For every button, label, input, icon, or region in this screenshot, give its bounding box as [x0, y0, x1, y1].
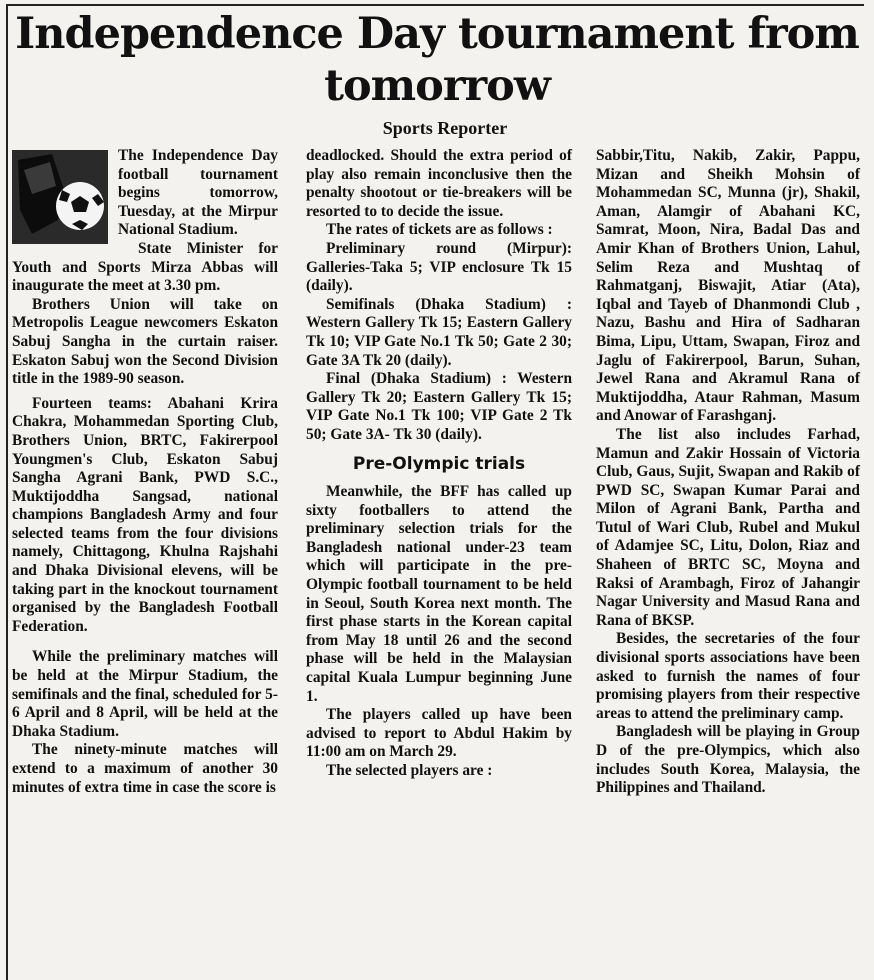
headline: Independence Day tournament from tomorrow [15, 9, 859, 111]
paragraph: Fourteen teams: Abahani Krira Chakra, Mohammedan Sporting Club, Brothers Union, BRTC, Fakirerpool Youngmen's Club, Eskaton Sabuj Sangha Agrani Bank, PWD S.C., Muktijoddha Sangsad, national champions Bangladesh Army and four selected teams from the four divisions namely, Chittagong, Khulna Rajshahi and Dhaka Divisional elevens, will be taking part in the knockout tournament organised by the Bangladesh Football Federation. [12, 394, 278, 635]
paragraph: The players called up have been advised to report to Abdul Hakim by 11:00 am on March 29. [306, 706, 572, 761]
paragraph: The selected players are : [326, 762, 493, 779]
subheading: Pre-Olympic trials [352, 453, 526, 474]
left-rule [6, 4, 8, 980]
players-list: Sabbir,Titu, Nakib, Zakir, Pappu, Mizan and Sheikh Mohsin of Mohammedan SC, Munna (jr), Shakil, Aman, Alamgir of Abahani KC, Samrat, Moon, Nira, Badal Das and Amir Khan of Brothers Union, Lahul, Selim Reza and Mushtaq of Rahmatganj, Biswajit, Atiar (Ata), Iqbal and Tayeb of Dhanmondi Club , Nazu, Bashu and Hira of Sadharan Bima, Lipu, Uttam, Swapan, Firoz and Jaglu of Fakirerpool, Barun, Suhan, Jewel Rana and Akramul Rana of Muktijoddha, Ataur Rahman, Masum and Anowar of Farashganj. [596, 147, 860, 425]
paragraph: While the preliminary matches will be held at the Mirpur Stadium, the semifinals and the final, scheduled for 5-6 April and 8 April, will be held at the Dhaka Stadium. [12, 648, 278, 740]
paragraph: The Independence Day football tournament begins tomorrow, Tuesday, at the Mirpur National Stadium. [118, 147, 278, 239]
column-1 [12, 147, 278, 797]
football-boot-and-ball-photo [12, 150, 108, 244]
paragraph: deadlocked. Should the extra period of play also remain inconclusive then the penalty shootout or tie-breakers will be resorted to to decide the issue. [306, 147, 572, 220]
paragraph: Bangladesh will be playing in Group D of the pre-Olympics, which also includes South Korea, Malaysia, the Philippines and Thailand. [596, 723, 860, 797]
paragraph: The list also includes Farhad, Mamun and Zakir Hossain of Victoria Club, Gaus, Sujit, Swapan and Rakib of PWD SC, Swapan Kumar Parai and Milon of Agrani Bank, Partha and Tutul of Wari Club, Rubel and Mukul of Adamjee SC, Litu, Dolon, Riaz and Shaheen of BRTC SC, Moyna and Raksi of Arambagh, Firoz of Jahangir Nagar University and Masud Rana and Rana of BKSP. [596, 425, 860, 629]
paragraph: The ninety-minute matches will extend to a maximum of another 30 minutes of extra time in case the score is [12, 741, 278, 796]
paragraph: Besides, the secretaries of the four divisional sports associations have been asked to furnish the names of four promising players from their respective areas to attend the preliminary camp. [596, 630, 860, 722]
column-3 [596, 147, 860, 798]
column-2 [306, 147, 572, 781]
ticket-rates-final: Final (Dhaka Stadium) : Western Gallery Tk 20; Eastern Gallery Tk 15; VIP Gate No.1 Tk 100; VIP Gate 2 Tk 50; Gate 3A- Tk 30 (daily). [306, 370, 572, 443]
football-icon [12, 150, 108, 244]
ticket-rates-preliminary: Preliminary round (Mirpur): Galleries-Taka 5; VIP enclosure Tk 15 (daily). [306, 239, 572, 295]
ticket-rates-semifinals: Semifinals (Dhaka Stadium) : Western Gallery Tk 15; Eastern Gallery Tk 10; VIP Gate No.1 Tk 50; Gate 2 30; Gate 3A Tk 20 (daily). [306, 295, 572, 369]
paragraph: Meanwhile, the BFF has called up sixty footballers to attend the preliminary selection trials for the Bangladesh national under-23 team which will participate in the pre-Olympic football tournament to be held in Seoul, South Korea next month. The first phase starts in the Korean capital from May 18 until 26 and the second phase will be held in the Malaysian capital Kuala Lumpur beginning June 1. [306, 483, 572, 705]
top-rule [6, 4, 864, 6]
paragraph: Brothers Union will take on Metropolis League newcomers Eskaton Sabuj Sangha in the curtain raiser. Eskaton Sabuj won the Second Division title in the 1989-90 season. [12, 295, 278, 388]
paragraph: State Minister for Youth and Sports Mirza Abbas will inaugurate the meet at 3.30 pm. [12, 239, 278, 295]
byline: Sports Reporter [382, 118, 508, 138]
paragraph: The rates of tickets are as follows : [326, 221, 553, 239]
